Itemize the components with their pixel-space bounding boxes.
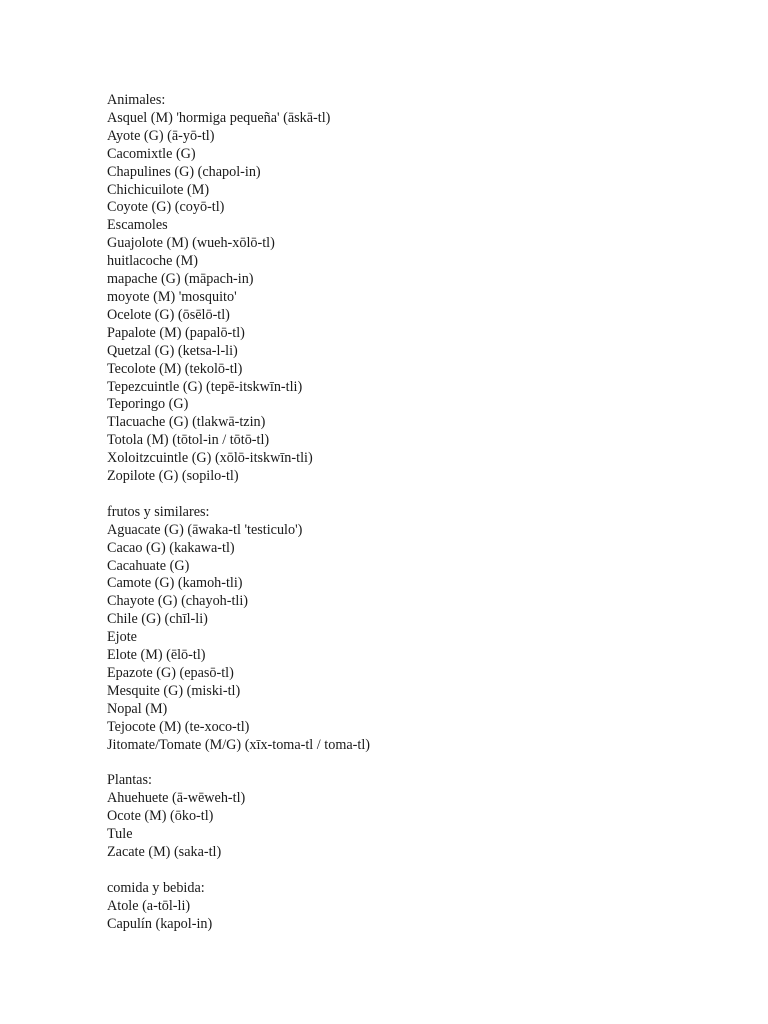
list-item: Cacao (G) (kakawa-tl) [107,539,235,556]
list-item: Ejote [107,629,137,646]
list-item: Teporingo (G) [107,396,189,413]
list-item: Chayote (G) (chayoh-tli) [107,593,249,610]
list-item: mapache (G) (māpach-in) [107,271,254,288]
list-item: Capulín (kapol-in) [107,915,213,932]
list-item: Papalote (M) (papalō-tl) [107,324,245,341]
list-item: Asquel (M) 'hormiga pequeña' (āskā-tl) [107,109,331,126]
list-item: Ayote (G) (ā-yō-tl) [107,127,215,144]
section-animales [107,92,747,486]
list-item: Tepezcuintle (G) (tepē-itskwīn-tli) [107,378,303,395]
list-item: Chapulines (G) (chapol-in) [107,163,261,180]
list-item: Zacate (M) (saka-tl) [107,844,222,861]
list-item: huitlacoche (M) [107,253,198,270]
list-item: Elote (M) (ēlō-tl) [107,647,206,664]
list-item: Chile (G) (chīl-li) [107,611,208,628]
list-item: Epazote (G) (epasō-tl) [107,664,234,681]
list-item: Xoloitzcuintle (G) (xōlō-itskwīn-tli) [107,450,313,467]
list-item: Nopal (M) [107,700,168,717]
list-item: Camote (G) (kamoh-tli) [107,575,243,592]
list-item: Cacomixtle (G) [107,145,196,162]
list-item: Cacahuate (G) [107,557,190,574]
list-item: Ahuehuete (ā-wēweh-tl) [107,790,246,807]
list-item: Mesquite (G) (miski-tl) [107,682,241,699]
section-heading: frutos y similares: [107,503,210,520]
list-item: Tecolote (M) (tekolō-tl) [107,360,243,377]
document-page [107,92,747,934]
list-item: Ocote (M) (ōko-tl) [107,808,214,825]
section-heading: Plantas: [107,772,152,789]
list-item: Tejocote (M) (te-xoco-tl) [107,718,250,735]
list-item: Zopilote (G) (sopilo-tl) [107,468,239,485]
section-frutos [107,504,747,755]
list-item: moyote (M) 'mosquito' [107,288,237,305]
list-item: Totola (M) (tōtol-in / tōtō-tl) [107,432,270,449]
list-item: Ocelote (G) (ōsēlō-tl) [107,306,230,323]
section-plantas [107,772,747,862]
list-item: Tlacuache (G) (tlakwā-tzin) [107,414,266,431]
list-item: Coyote (G) (coyō-tl) [107,199,225,216]
list-item: Atole (a-tōl-li) [107,897,191,914]
section-heading: Animales: [107,92,166,108]
list-item: Guajolote (M) (wueh-xōlō-tl) [107,235,275,252]
list-item: Tule [107,826,133,843]
list-item: Quetzal (G) (ketsa-l-li) [107,342,238,359]
list-item: Aguacate (G) (āwaka-tl 'testiculo') [107,521,303,538]
list-item: Chichicuilote (M) [107,181,210,198]
section-comida-bebida [107,880,747,934]
list-item: Jitomate/Tomate (M/G) (xīx-toma-tl / toma-tl) [107,736,370,753]
section-heading: comida y bebida: [107,879,205,896]
list-item: Escamoles [107,217,168,234]
